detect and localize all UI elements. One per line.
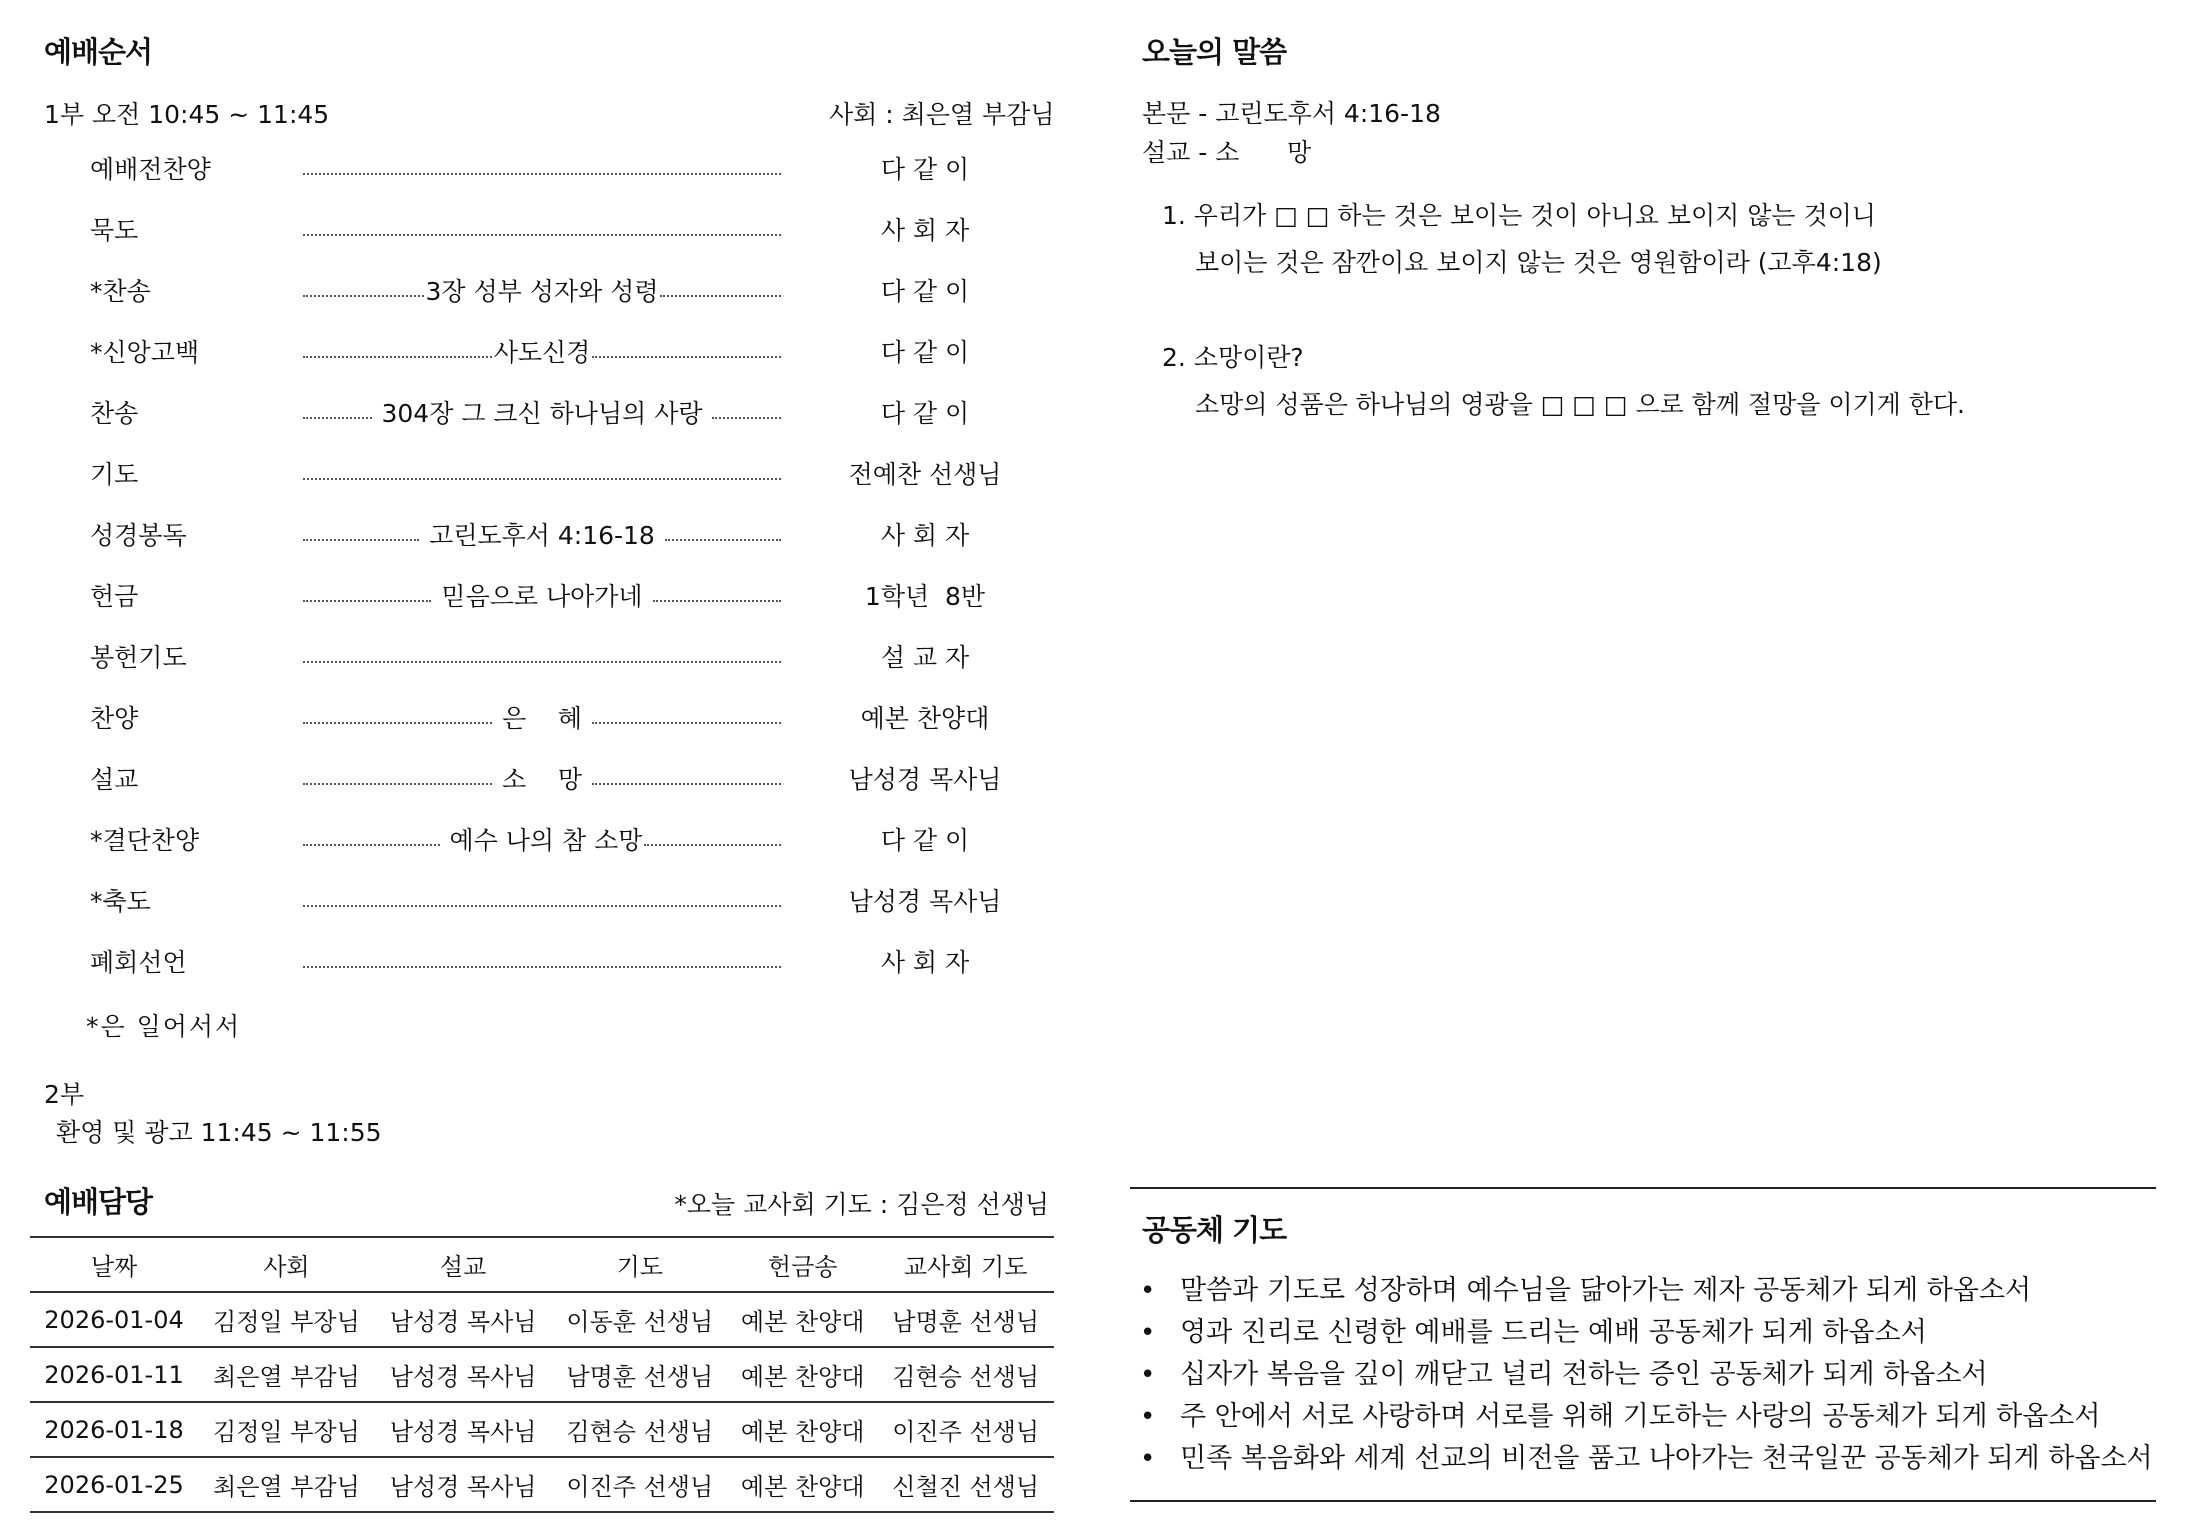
order-item bbox=[0, 760, 1060, 800]
table-cell: 2026-01-04 bbox=[30, 1292, 198, 1347]
order-item-leader-name: 남성경 목사님 bbox=[848, 765, 1002, 794]
table-cell: 이진주 선생님 bbox=[877, 1402, 1054, 1457]
dot-leader bbox=[303, 965, 781, 968]
order-item-leader bbox=[303, 394, 781, 434]
table-cell: 2026-01-25 bbox=[30, 1457, 198, 1512]
order-item-leader bbox=[303, 333, 781, 373]
header-offering-song: 헌금송 bbox=[728, 1237, 877, 1292]
order-item-leader-name: 다 같 이 bbox=[880, 155, 970, 184]
word-title: 오늘의 말씀 bbox=[1142, 35, 1287, 69]
order-item bbox=[0, 821, 1060, 861]
table-cell: 예본 찬양대 bbox=[728, 1402, 877, 1457]
order-item-leader-name: 사 회 자 bbox=[880, 948, 970, 977]
dot-leader bbox=[665, 538, 781, 541]
order-item-leader bbox=[303, 272, 781, 312]
dot-leader bbox=[660, 294, 781, 297]
order-item-detail: 은 혜 bbox=[494, 704, 590, 733]
order-item-detail: 믿음으로 나아가네 bbox=[433, 582, 651, 611]
order-item-detail: 304장 그 크신 하나님의 사랑 bbox=[373, 399, 711, 428]
order-item-leader-name: 전예찬 선생님 bbox=[848, 460, 1002, 489]
part2-time: 환영 및 광고 11:45 ~ 11:55 bbox=[56, 1118, 382, 1147]
teacher-prayer: *오늘 교사회 기도 : 김은정 선생님 bbox=[674, 1190, 1049, 1219]
order-item-label: 묵도 bbox=[90, 216, 139, 245]
order-item bbox=[0, 333, 1060, 373]
order-item-detail: 사도신경 bbox=[493, 338, 591, 367]
order-item-leader-name: 다 같 이 bbox=[880, 399, 970, 428]
table-cell: 김정일 부장님 bbox=[198, 1402, 375, 1457]
table-cell: 최은열 부감님 bbox=[198, 1457, 375, 1512]
order-item-leader-name: 다 같 이 bbox=[880, 826, 970, 855]
table-cell: 예본 찬양대 bbox=[728, 1347, 877, 1402]
order-item-leader-name: 다 같 이 bbox=[880, 277, 970, 306]
table-cell: 김현승 선생님 bbox=[877, 1347, 1054, 1402]
dot-leader bbox=[653, 599, 781, 602]
order-item bbox=[0, 882, 1060, 922]
order-item-label: 설교 bbox=[90, 765, 139, 794]
dot-leader bbox=[712, 416, 781, 419]
dot-leader bbox=[303, 538, 419, 541]
prayer-item: • 영과 진리로 신령한 예배를 드리는 예배 공동체가 되게 하옵소서 bbox=[1140, 1312, 2153, 1354]
order-item-leader-name: 사 회 자 bbox=[880, 521, 970, 550]
order-item bbox=[0, 211, 1060, 251]
header-sermon: 설교 bbox=[375, 1237, 552, 1292]
order-item-label: *찬송 bbox=[90, 277, 151, 306]
order-item bbox=[0, 394, 1060, 434]
prayer-top-rule bbox=[1130, 1187, 2156, 1189]
table-cell: 신철진 선생님 bbox=[877, 1457, 1054, 1512]
order-title: 예배순서 bbox=[44, 35, 153, 69]
table-cell: 이동훈 선생님 bbox=[551, 1292, 728, 1347]
dot-leader bbox=[303, 477, 781, 480]
order-item bbox=[0, 577, 1060, 617]
dot-leader bbox=[303, 355, 492, 358]
order-item-leader-name: 예본 찬양대 bbox=[860, 704, 990, 733]
prayer-item: • 민족 복음화와 세계 선교의 비전을 품고 나아가는 천국일꾼 공동체가 되게 하옵소서 bbox=[1140, 1438, 2153, 1480]
dot-leader bbox=[303, 782, 492, 785]
order-item-leader bbox=[303, 211, 781, 251]
order-item-label: *결단찬양 bbox=[90, 826, 200, 855]
order-item-leader-name: 1학년 8반 bbox=[864, 582, 986, 611]
order-item bbox=[0, 272, 1060, 312]
order-item bbox=[0, 699, 1060, 739]
table-cell: 최은열 부감님 bbox=[198, 1347, 375, 1402]
part1-time: 1부 오전 10:45 ~ 11:45 bbox=[44, 100, 330, 129]
point2-line1: 2. 소망이란? bbox=[1162, 343, 1304, 372]
order-item-label: 봉헌기도 bbox=[90, 643, 187, 672]
order-item-leader bbox=[303, 577, 781, 617]
order-item-leader bbox=[303, 882, 781, 922]
dot-leader bbox=[592, 782, 781, 785]
order-item-label: *축도 bbox=[90, 887, 151, 916]
table-cell: 남성경 목사님 bbox=[375, 1347, 552, 1402]
standing-note: *은 일어서서 bbox=[86, 1012, 242, 1041]
order-item-label: 예배전찬양 bbox=[90, 155, 211, 184]
duty-table bbox=[30, 1236, 1054, 1513]
dot-leader bbox=[303, 416, 372, 419]
table-cell: 2026-01-11 bbox=[30, 1347, 198, 1402]
presider: 사회 : 최은열 부감님 bbox=[829, 100, 1055, 129]
dot-leader bbox=[303, 904, 781, 907]
table-cell: 예본 찬양대 bbox=[728, 1457, 877, 1512]
order-item-detail: 3장 성부 성자와 성령 bbox=[425, 277, 659, 306]
table-cell: 2026-01-18 bbox=[30, 1402, 198, 1457]
point2-line2: 소망의 성품은 하나님의 영광을 □ □ □ 으로 함께 절망을 이기게 한다. bbox=[1195, 390, 1965, 419]
header-prayer: 기도 bbox=[551, 1237, 728, 1292]
order-item-leader-name: 사 회 자 bbox=[880, 216, 970, 245]
order-item-leader bbox=[303, 638, 781, 678]
order-item-leader bbox=[303, 516, 781, 556]
header-teacher-prayer: 교사회 기도 bbox=[877, 1237, 1054, 1292]
order-item-leader bbox=[303, 455, 781, 495]
table-cell: 김정일 부장님 bbox=[198, 1292, 375, 1347]
order-item-label: 찬양 bbox=[90, 704, 139, 733]
order-item-detail: 소 망 bbox=[494, 765, 590, 794]
text-reference: 본문 - 고린도후서 4:16-18 bbox=[1142, 99, 1441, 128]
table-row bbox=[30, 1457, 1054, 1512]
table-cell: 남성경 목사님 bbox=[375, 1402, 552, 1457]
order-item-leader bbox=[303, 821, 781, 861]
order-item bbox=[0, 943, 1060, 983]
dot-leader bbox=[303, 721, 492, 724]
order-item-label: 헌금 bbox=[90, 582, 139, 611]
table-cell: 남성경 목사님 bbox=[375, 1457, 552, 1512]
table-cell: 남명훈 선생님 bbox=[877, 1292, 1054, 1347]
point1-line1: 1. 우리가 □ □ 하는 것은 보이는 것이 아니요 보이지 않는 것이니 bbox=[1162, 201, 1876, 230]
header-presider: 사회 bbox=[198, 1237, 375, 1292]
order-item-label: 폐회선언 bbox=[90, 948, 187, 977]
point1-line2: 보이는 것은 잠깐이요 보이지 않는 것은 영원함이라 (고후4:18) bbox=[1195, 248, 1882, 277]
order-item-label: 성경봉독 bbox=[90, 521, 187, 550]
duty-title: 예배담당 bbox=[44, 1185, 153, 1219]
prayer-list bbox=[1140, 1270, 2153, 1480]
order-item bbox=[0, 516, 1060, 556]
order-item-detail: 예수 나의 참 소망 bbox=[441, 826, 643, 855]
order-item bbox=[0, 150, 1060, 190]
order-item bbox=[0, 455, 1060, 495]
order-item bbox=[0, 638, 1060, 678]
dot-leader bbox=[303, 172, 781, 175]
order-item-leader bbox=[303, 150, 781, 190]
dot-leader bbox=[303, 233, 781, 236]
table-cell: 김현승 선생님 bbox=[551, 1402, 728, 1457]
dot-leader bbox=[592, 721, 781, 724]
order-item-detail: 고린도후서 4:16-18 bbox=[421, 521, 663, 550]
dot-leader bbox=[592, 355, 781, 358]
order-item-label: 찬송 bbox=[90, 399, 139, 428]
order-item-leader bbox=[303, 760, 781, 800]
part2-label: 2부 bbox=[44, 1080, 85, 1109]
order-item-leader bbox=[303, 699, 781, 739]
order-item-leader-name: 남성경 목사님 bbox=[848, 887, 1002, 916]
order-item-leader-name: 설 교 자 bbox=[880, 643, 970, 672]
order-item-label: *신앙고백 bbox=[90, 338, 200, 367]
order-item-leader bbox=[303, 943, 781, 983]
header-date: 날짜 bbox=[30, 1237, 198, 1292]
dot-leader bbox=[303, 843, 440, 846]
table-cell: 이진주 선생님 bbox=[551, 1457, 728, 1512]
table-row bbox=[30, 1292, 1054, 1347]
prayer-item: • 말씀과 기도로 성장하며 예수님을 닮아가는 제자 공동체가 되게 하옵소서 bbox=[1140, 1270, 2153, 1312]
table-row bbox=[30, 1347, 1054, 1402]
dot-leader bbox=[303, 599, 431, 602]
prayer-item: • 십자가 복음을 깊이 깨닫고 널리 전하는 증인 공동체가 되게 하옵소서 bbox=[1140, 1354, 2153, 1396]
sermon-title: 설교 - 소 망 bbox=[1142, 138, 1312, 167]
prayer-title: 공동체 기도 bbox=[1142, 1213, 1287, 1247]
dot-leader bbox=[303, 294, 424, 297]
table-row bbox=[30, 1402, 1054, 1457]
prayer-bottom-rule bbox=[1130, 1500, 2156, 1502]
dot-leader bbox=[303, 660, 781, 663]
order-item-label: 기도 bbox=[90, 460, 139, 489]
order-item-leader-name: 다 같 이 bbox=[880, 338, 970, 367]
table-cell: 남명훈 선생님 bbox=[551, 1347, 728, 1402]
table-cell: 예본 찬양대 bbox=[728, 1292, 877, 1347]
prayer-item: • 주 안에서 서로 사랑하며 서로를 위해 기도하는 사랑의 공동체가 되게 하옵소서 bbox=[1140, 1396, 2153, 1438]
table-header-row bbox=[30, 1237, 1054, 1292]
dot-leader bbox=[644, 843, 781, 846]
table-cell: 남성경 목사님 bbox=[375, 1292, 552, 1347]
